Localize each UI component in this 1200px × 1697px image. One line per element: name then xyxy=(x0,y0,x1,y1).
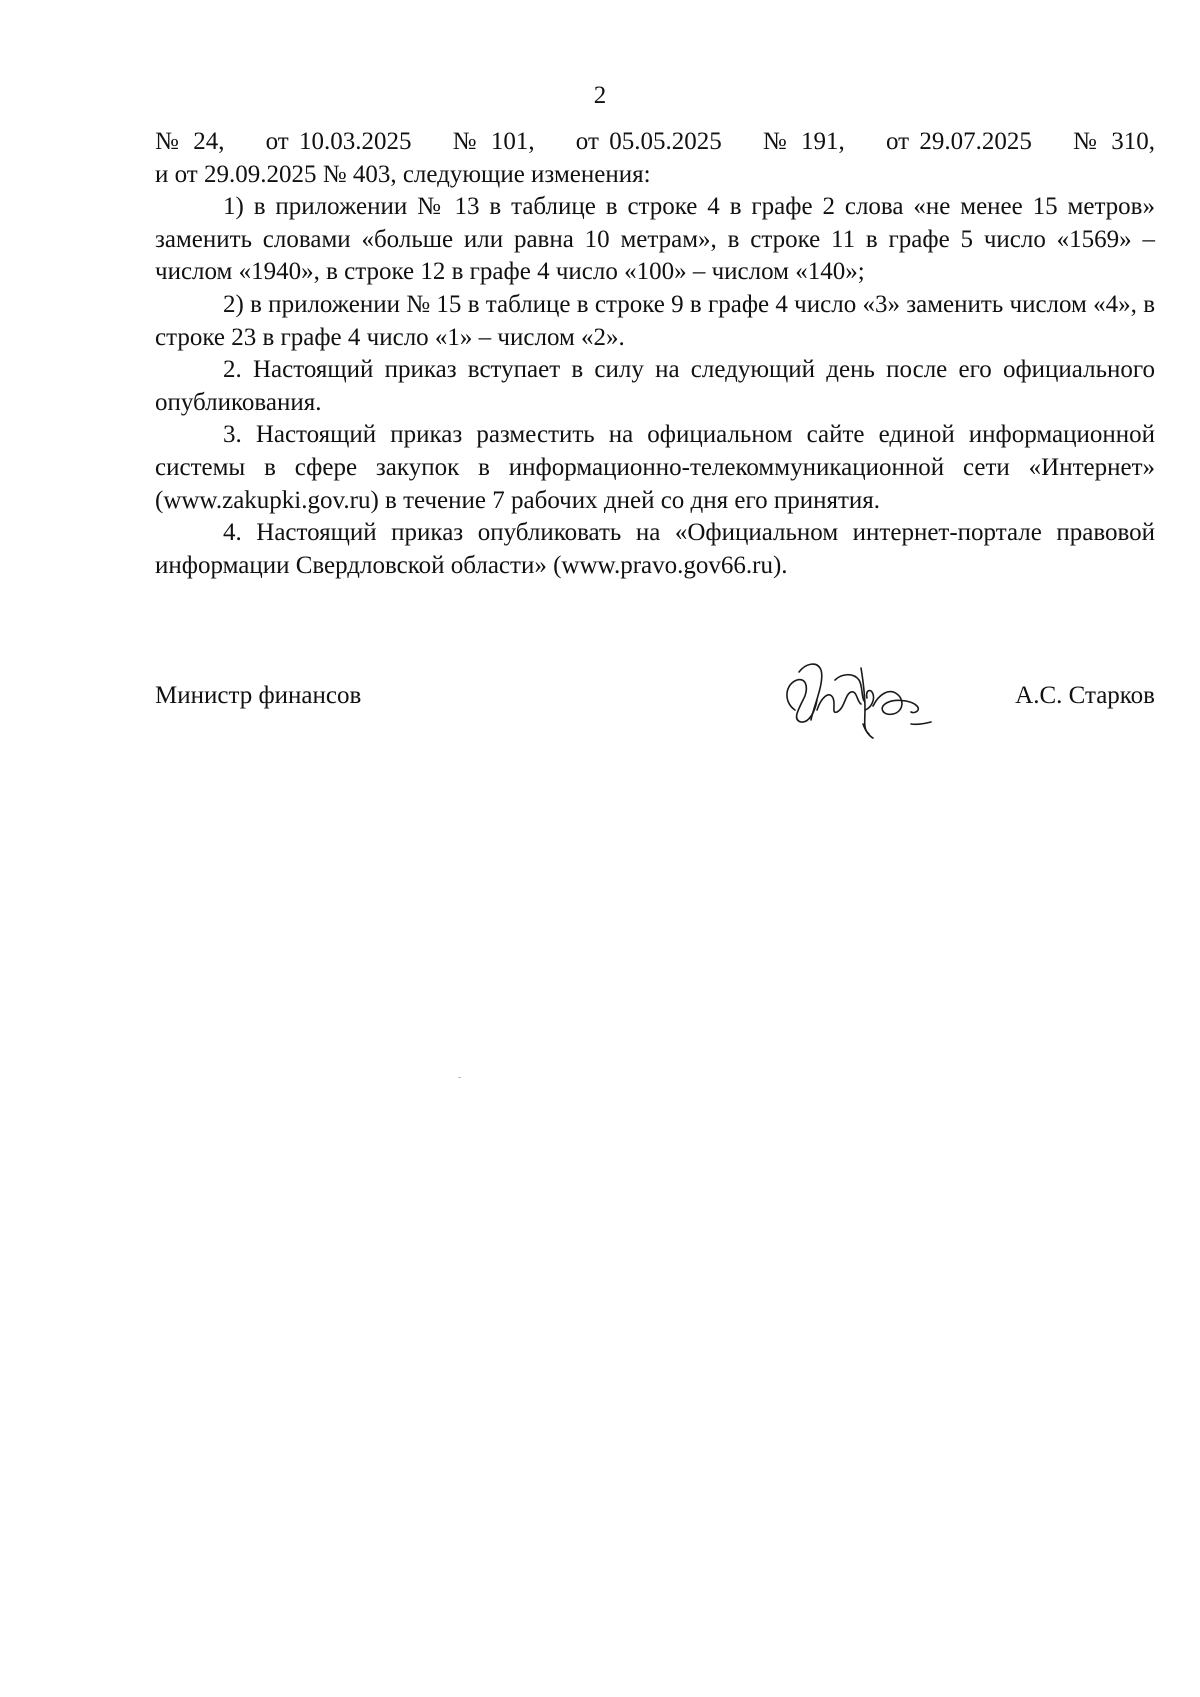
amendment-item-1: 1) в приложении № 13 в таблице в строке 4 в графе 2 слова «не менее 15 метров» заменить словами «больше или равна 10 метрам», в строке 11 в графе 5 число «1569» – числом «1940», в строке 12 в графе 4 число «100» – числом «140»; xyxy=(155,193,1155,286)
handwritten-signature xyxy=(765,650,945,742)
signatory-name: А.С. Старков xyxy=(1015,682,1155,709)
clause-3: 3. Настоящий приказ разместить на официальном сайте единой информационной системы в сфере закупок в информационно-телекоммуникационной сети «Интернет» (www.zakupki.gov.ru) в течение 7 рабочих дней со дня его принятия. xyxy=(155,421,1155,514)
document-body xyxy=(155,126,1155,582)
clause-4: 4. Настоящий приказ опубликовать на «Официальном интернет-портале правовой информации Свердловской области» (www.pravo.gov66.ru). xyxy=(155,519,1155,579)
continuation-end: и от 29.09.2025 № 403, следующие изменения: xyxy=(155,160,651,188)
clause-2: 2. Настоящий приказ вступает в силу на следующий день после его официального опубликования. xyxy=(155,356,1155,416)
signatory-title: Министр финансов xyxy=(155,682,362,709)
continuation-line: № 24, от 10.03.2025 № 101, от 05.05.2025 № 191, от 29.07.2025 № 310, xyxy=(155,128,1155,155)
amendment-item-2: 2) в приложении № 15 в таблице в строке 9 в графе 4 число «3» заменить числом «4», в строке 23 в графе 4 число «1» – числом «2». xyxy=(155,290,1155,351)
scan-artifact xyxy=(458,1077,461,1078)
page-number: 2 xyxy=(593,82,607,109)
signature-block xyxy=(155,672,1155,742)
